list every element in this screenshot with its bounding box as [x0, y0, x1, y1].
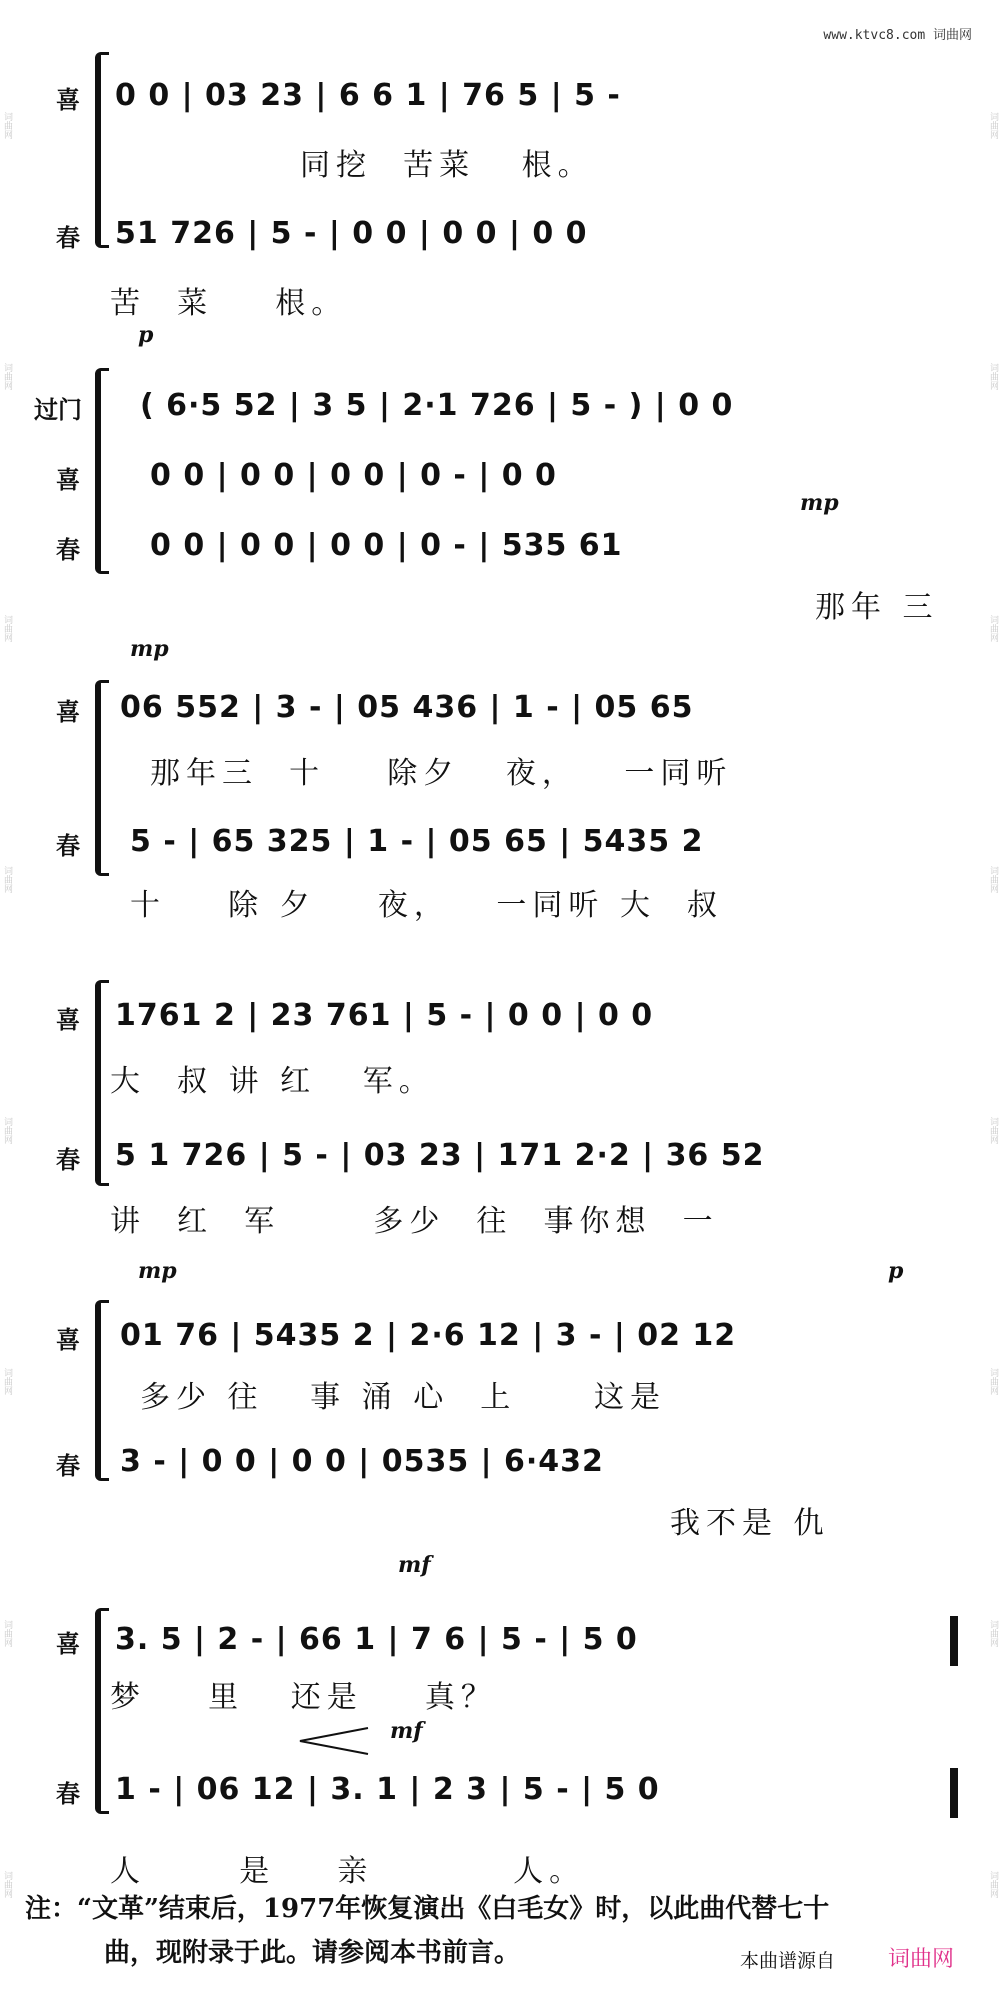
- watermark-text: 词曲网: [988, 865, 998, 893]
- watermark-text: 词曲网: [988, 112, 998, 140]
- system-bracket: [95, 368, 109, 574]
- system-bracket: [95, 1608, 109, 1814]
- voice-label: 喜: [56, 465, 80, 494]
- site-url: www.ktvc8.com 词曲网: [823, 28, 972, 43]
- lyric-line: 同挖 苦菜 根。: [300, 148, 594, 183]
- dynamic-mark: mp: [130, 636, 169, 662]
- lyric-line: 那年三 十 除夕 夜， 一同听: [150, 756, 733, 791]
- watermark-text: 词曲网: [988, 1870, 998, 1898]
- lyric-line: 那年 三: [815, 590, 939, 625]
- system-bracket: [95, 52, 109, 248]
- lyric-line: 我不是 仇: [670, 1506, 830, 1541]
- voice-label: 春: [56, 1145, 80, 1174]
- notation-line: 01 76 | 5435 2 | 2·6 12 | 3 - | 02 12: [120, 1318, 737, 1353]
- dynamic-mark: p: [888, 1258, 904, 1284]
- notation-line: 0 0 | 0 0 | 0 0 | 0 - | 535 61: [150, 528, 623, 563]
- notation-line: 5 - | 65 325 | 1 - | 05 65 | 5435 2: [130, 824, 704, 859]
- watermark-text: 词曲网: [2, 1619, 12, 1647]
- voice-label: 春: [56, 1451, 80, 1480]
- footnote-line-2: 曲，现附录于此。请参阅本书前言。: [104, 1938, 521, 1968]
- footer-logo[interactable]: 词曲网: [888, 1947, 955, 1972]
- watermark-strip-right: [986, 0, 1000, 2010]
- watermark-text: 词曲网: [988, 1368, 998, 1396]
- lyric-line: 大 叔 讲 红 军。: [110, 1064, 435, 1099]
- voice-label: 喜: [56, 1629, 80, 1658]
- notation-line: 1761 2 | 23 761 | 5 - | 0 0 | 0 0: [115, 998, 654, 1033]
- notation-line: 1 - | 06 12 | 3. 1 | 2 3 | 5 - | 5 0: [115, 1772, 660, 1807]
- lyric-line: 十 除 夕 夜， 一同听 大 叔: [130, 888, 724, 923]
- voice-label: 喜: [56, 1325, 80, 1354]
- notation-line: 0 0 | 03 23 | 6 6 1 | 76 5 | 5 -: [115, 78, 621, 113]
- voice-label: 喜: [56, 697, 80, 726]
- watermark-text: 词曲网: [988, 1619, 998, 1647]
- voice-label: 春: [56, 831, 80, 860]
- watermark-text: 词曲网: [2, 1117, 12, 1145]
- system-bracket: [95, 980, 109, 1186]
- watermark-text: 词曲网: [2, 112, 12, 140]
- final-barline: [950, 1768, 958, 1818]
- lyric-line: 人 是 亲 人。: [110, 1854, 586, 1889]
- system-bracket: [95, 680, 109, 876]
- watermark-text: 词曲网: [2, 614, 12, 642]
- lyric-line: 讲 红 军 多少 往 事你想 一: [110, 1204, 719, 1239]
- notation-line: 51 726 | 5 - | 0 0 | 0 0 | 0 0: [115, 216, 588, 251]
- lyric-line: 多少 往 事 涌 心 上 这是: [140, 1380, 666, 1415]
- voice-label: 过门: [34, 395, 82, 424]
- dynamic-mark: p: [138, 322, 154, 348]
- watermark-text: 词曲网: [988, 363, 998, 391]
- watermark-text: 词曲网: [2, 1368, 12, 1396]
- notation-line: 3. 5 | 2 - | 66 1 | 7 6 | 5 - | 5 0: [115, 1622, 638, 1657]
- notation-line: 0 0 | 0 0 | 0 0 | 0 - | 0 0: [150, 458, 557, 493]
- notation-line: 5 1 726 | 5 - | 03 23 | 171 2·2 | 36 52: [115, 1138, 765, 1173]
- lyric-line: 梦 里 还是 真？: [110, 1680, 497, 1715]
- notation-line: 06 552 | 3 - | 05 436 | 1 - | 05 65: [120, 690, 694, 725]
- lyric-line: 苦 菜 根。: [110, 286, 348, 321]
- dynamic-mark: mp: [800, 490, 839, 516]
- voice-label: 喜: [56, 1005, 80, 1034]
- watermark-text: 词曲网: [2, 1870, 12, 1898]
- watermark-text: 词曲网: [2, 363, 12, 391]
- watermark-strip-left: [0, 0, 14, 2010]
- watermark-text: 词曲网: [2, 865, 12, 893]
- final-barline: [950, 1616, 958, 1666]
- voice-label: 春: [56, 223, 80, 252]
- notation-line: 3 - | 0 0 | 0 0 | 0535 | 6·432: [120, 1444, 604, 1479]
- voice-label: 春: [56, 1779, 80, 1808]
- notation-line: ( 6·5 52 | 3 5 | 2·1 726 | 5 - ) | 0 0: [140, 388, 734, 423]
- footnote-text-1: “文革”结束后，1977年恢复演出《白毛女》时，以此曲代替七十: [77, 1894, 830, 1924]
- dynamic-mark: mf: [398, 1552, 431, 1578]
- footer-source-text: 本曲谱源自: [740, 1950, 836, 1972]
- dynamic-mark: mf: [390, 1718, 423, 1744]
- system-bracket: [95, 1300, 109, 1481]
- footnote-label: 注：: [25, 1894, 78, 1924]
- footnote-line-1: [25, 1888, 829, 1925]
- crescendo-hairpin: [298, 1726, 370, 1756]
- dynamic-mark: mp: [138, 1258, 177, 1284]
- watermark-text: 词曲网: [988, 1117, 998, 1145]
- voice-label: 春: [56, 535, 80, 564]
- voice-label: 喜: [56, 85, 80, 114]
- watermark-text: 词曲网: [988, 614, 998, 642]
